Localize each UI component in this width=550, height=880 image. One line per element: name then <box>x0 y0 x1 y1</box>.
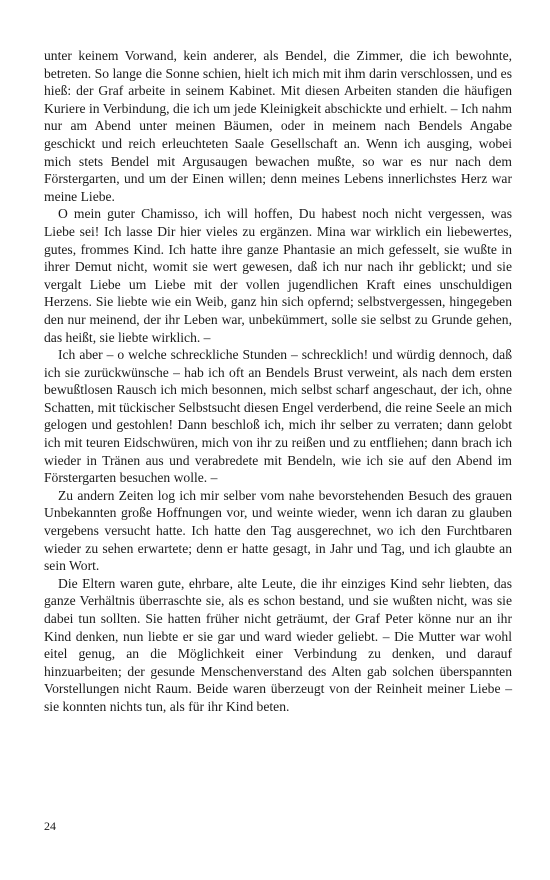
page-number: 24 <box>44 819 56 833</box>
page-body <box>44 47 512 716</box>
paragraph-2: O mein guter Chamisso, ich will hoffen, Du habest noch nicht vergessen, was Liebe sei! Ich lasse Dir hier vieles zu ergänzen. Mina war wirklich ein liebewertes, gutes, frommes Kind. Ich hatte ihre ganze Phantasie an mich gefesselt, sie wußte in ihrer Demut nicht, womit sie wert gewesen, daß ich nur nach ihr geblickt; und sie vergalt Liebe um Liebe mit der vollen jugendlichen Kraft eines unschuldigen Herzens. Sie liebte wie ein Weib, ganz hin sich opfernd; selbstvergessen, hingegeben den nur meinend, der ihr Leben war, unbekümmert, solle sie selbst zu Grunde gehen, das heißt, sie liebte wirklich. – <box>44 206 512 345</box>
paragraph-5: Die Eltern waren gute, ehrbare, alte Leute, die ihr einziges Kind sehr liebten, das ganze Verhältnis überraschte sie, als es schon bestand, und sie wußten nicht, was sie dabei tun sollten. Sie hatten früher nicht geträumt, der Graf Peter könne nur an ihr Kind denken, nun liebte er sie gar und ward wieder geliebt. – Die Mutter war wohl eitel genug, an die Möglichkeit einer Verbindung zu denken, und darauf hinzuarbeiten; der gesunde Menschenverstand des Alten gab solchen überspannten Vorstellungen nicht Raum. Beide waren überzeugt von der Reinheit meiner Liebe – sie konnten nichts tun, als für ihr Kind beten. <box>44 575 512 714</box>
paragraph-4: Zu andern Zeiten log ich mir selber vom nahe bevorstehenden Besuch des grauen Unbekannten große Hoffnungen vor, und weinte wieder, wenn ich daran zu glauben vergebens versucht hatte. Ich hatte den Tag ausgerechnet, wo ich den Furchtbaren wieder zu sehen erwartete; denn er hatte gesagt, in Jahr und Tag, und ich glaubte an sein Wort. <box>44 487 512 574</box>
paragraph-3: Ich aber – o welche schreckliche Stunden – schrecklich! und würdig dennoch, daß ich sie zurückwünsche – hab ich oft an Bendels Brust verweint, als nach dem ersten bewußtlosen Rausch ich mich besonnen, mich selbst scharf angeschaut, der ich, ohne Schatten, mit tückischer Selbstsucht diesen Engel verderbend, die reine Seele an mich gelogen und gestohlen! Dann beschloß ich, mich ihr selber zu verraten; dann gelobt ich mit teuren Eidschwüren, mich von ihr zu reißen und zu entfliehen; dann brach ich wieder in Tränen aus und verabredete mit Bendeln, wie ich sie auf den Abend im Förstergarten besuchen wolle. – <box>44 347 512 486</box>
paragraph-1: unter keinem Vorwand, kein anderer, als Bendel, die Zimmer, die ich bewohnte, betreten. So lange die Sonne schien, hielt ich mich mit ihm darin verschlossen, und es hieß: der Graf arbeite in seinem Kabinet. Mit diesen Arbeiten standen die häufigen Kuriere in Verbindung, die ich um jede Kleinigkeit abschickte und erhielt. – Ich nahm nur am Abend unter meinen Bäumen, oder in meinem nach Bendels Angabe geschickt und reich erleuchteten Saale Gesellschaft an. Wenn ich ausging, wobei mich stets Bendel mit Argusaugen bewachen mußte, so war es nur nach dem Förstergarten, und um der Einen willen; denn meines Lebens innerlichstes Herz war meine Liebe. <box>44 48 512 204</box>
